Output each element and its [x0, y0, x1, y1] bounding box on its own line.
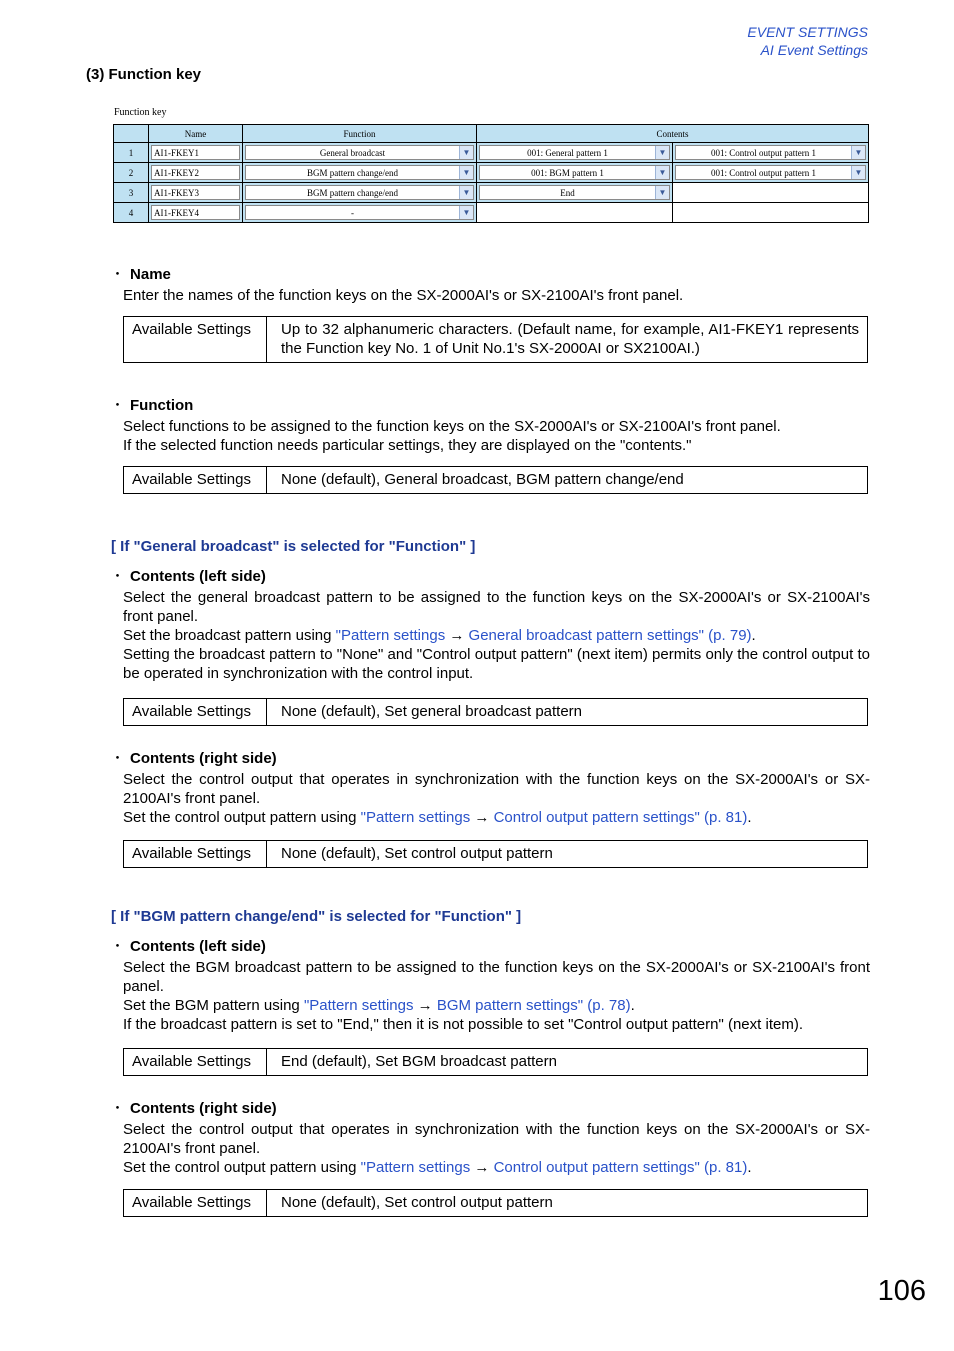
- contents-left-select[interactable]: [479, 145, 670, 160]
- row-number: 3: [114, 183, 149, 203]
- chevron-down-icon: ▼: [851, 146, 865, 159]
- available-label: Available Settings: [124, 1190, 267, 1217]
- function-select[interactable]: [245, 165, 474, 180]
- bgm-right-section: [110, 1099, 870, 1177]
- chevron-down-icon: ▼: [655, 166, 669, 179]
- empty-cell: [673, 183, 869, 203]
- gb-left-section: [110, 567, 870, 683]
- empty-cell: [477, 203, 673, 223]
- pattern-settings-link[interactable]: "Pattern settings: [335, 627, 446, 644]
- function-available-settings: [123, 466, 868, 494]
- control-output-pattern-link[interactable]: Control output pattern settings" (p. 81): [493, 809, 748, 826]
- table-row: [114, 163, 869, 183]
- bgm-left-text-1: Select the BGM broadcast pattern to be assigned to the function keys on the SX-2000AI's or SX-2100AI's front panel.: [123, 959, 870, 995]
- row-number: 1: [114, 143, 149, 163]
- chevron-down-icon: ▼: [459, 146, 473, 159]
- available-label: Available Settings: [124, 317, 267, 363]
- name-input[interactable]: AI1-FKEY2: [151, 165, 240, 180]
- select-value: 001: Control output pattern 1: [711, 148, 816, 158]
- available-value: None (default), Set control output pattern: [267, 1190, 868, 1217]
- bgm-left-heading: ・ Contents (left side): [110, 938, 266, 955]
- name-input[interactable]: AI1-FKEY4: [151, 205, 240, 220]
- select-value: End: [560, 188, 575, 198]
- function-select[interactable]: [245, 145, 474, 160]
- select-value: 001: Control output pattern 1: [711, 168, 816, 178]
- contents-right-select[interactable]: [675, 145, 866, 160]
- select-value: -: [351, 208, 354, 218]
- page-number: 106: [877, 1275, 926, 1307]
- select-value: General broadcast: [319, 148, 386, 158]
- bgm-right-available-settings: [123, 1189, 868, 1217]
- header-num: [114, 125, 149, 143]
- available-value: End (default), Set BGM broadcast pattern: [267, 1049, 868, 1076]
- bgm-pattern-link[interactable]: BGM pattern settings" (p. 78): [436, 997, 631, 1014]
- pattern-settings-link[interactable]: "Pattern settings: [360, 1159, 471, 1176]
- select-value: BGM pattern change/end: [307, 188, 398, 198]
- general-broadcast-subheading: [ If "General broadcast" is selected for "Function" ]: [111, 538, 476, 555]
- chevron-down-icon: ▼: [459, 206, 473, 219]
- name-section: [110, 265, 870, 305]
- gb-right-section: [110, 749, 870, 827]
- name-input[interactable]: AI1-FKEY1: [151, 145, 240, 160]
- header-function: Function: [243, 125, 477, 143]
- available-value: None (default), General broadcast, BGM pattern change/end: [267, 467, 868, 494]
- bgm-left-text-2: Set the BGM pattern using "Pattern settings → BGM pattern settings" (p. 78).: [123, 997, 635, 1014]
- pattern-settings-link[interactable]: "Pattern settings: [360, 809, 471, 826]
- function-key-caption: Function key: [114, 107, 167, 118]
- general-broadcast-pattern-link[interactable]: General broadcast pattern settings" (p. 79): [468, 627, 752, 644]
- available-label: Available Settings: [124, 699, 267, 726]
- function-select[interactable]: [245, 205, 474, 220]
- select-value: 001: General pattern 1: [527, 148, 608, 158]
- function-description-1: Select functions to be assigned to the function keys on the SX-2000AI's or SX-2100AI's front panel.: [123, 418, 781, 435]
- available-label: Available Settings: [124, 841, 267, 868]
- empty-cell: [673, 203, 869, 223]
- name-available-settings: [123, 316, 868, 363]
- function-section: [110, 396, 870, 455]
- bgm-right-heading: ・ Contents (right side): [110, 1100, 277, 1117]
- name-description: Enter the names of the function keys on the SX-2000AI's or SX-2100AI's front panel.: [123, 287, 684, 304]
- bgm-left-text-3: If the broadcast pattern is set to "End," then it is not possible to set "Control output pattern" (next item).: [123, 1016, 803, 1033]
- header-chapter: EVENT SETTINGS: [747, 24, 868, 40]
- chevron-down-icon: ▼: [459, 186, 473, 199]
- table-row: [114, 203, 869, 223]
- name-heading: ・ Name: [110, 266, 171, 283]
- bgm-right-text-1: Select the control output that operates in synchronization with the function keys on the SX-2000AI's or SX-2100AI's front panel.: [123, 1121, 870, 1157]
- available-value: None (default), Set general broadcast pattern: [267, 699, 868, 726]
- control-output-pattern-link[interactable]: Control output pattern settings" (p. 81): [493, 1159, 748, 1176]
- contents-left-select[interactable]: [479, 185, 670, 200]
- header-section: AI Event Settings: [760, 42, 868, 58]
- bgm-subheading: [ If "BGM pattern change/end" is selected for "Function" ]: [111, 908, 522, 925]
- gb-left-text-3: Setting the broadcast pattern to "None" and "Control output pattern" (next item) permits only the control output to be operated in synchronization with the control input.: [123, 646, 870, 682]
- name-input[interactable]: AI1-FKEY3: [151, 185, 240, 200]
- contents-left-select[interactable]: [479, 165, 670, 180]
- table-row: [114, 183, 869, 203]
- available-value: Up to 32 alphanumeric characters. (Default name, for example, AI1-FKEY1 represents the Function key No. 1 of Unit No.1's SX-2000AI or SX2100AI.): [267, 317, 868, 363]
- gb-right-available-settings: [123, 840, 868, 868]
- row-number: 2: [114, 163, 149, 183]
- arrow-icon: →: [474, 809, 490, 826]
- gb-right-text-2: Set the control output pattern using "Pattern settings → Control output pattern settings" (p. 81).: [123, 809, 752, 826]
- gb-left-heading: ・ Contents (left side): [110, 568, 266, 585]
- chevron-down-icon: ▼: [459, 166, 473, 179]
- row-number: 4: [114, 203, 149, 223]
- available-label: Available Settings: [124, 1049, 267, 1076]
- header-contents: Contents: [477, 125, 869, 143]
- chevron-down-icon: ▼: [851, 166, 865, 179]
- function-select[interactable]: [245, 185, 474, 200]
- gb-right-text-1: Select the control output that operates in synchronization with the function keys on the SX-2000AI's or SX-2100AI's front panel.: [123, 771, 870, 807]
- gb-right-heading: ・ Contents (right side): [110, 750, 277, 767]
- header-name: Name: [149, 125, 243, 143]
- gb-left-available-settings: [123, 698, 868, 726]
- arrow-icon: →: [417, 997, 433, 1014]
- chevron-down-icon: ▼: [655, 146, 669, 159]
- available-value: None (default), Set control output pattern: [267, 841, 868, 868]
- pattern-settings-link[interactable]: "Pattern settings: [303, 997, 414, 1014]
- select-value: 001: BGM pattern 1: [531, 168, 604, 178]
- arrow-icon: →: [474, 1159, 490, 1176]
- chevron-down-icon: ▼: [655, 186, 669, 199]
- function-heading: ・ Function: [110, 397, 194, 414]
- function-description-2: If the selected function needs particular settings, they are displayed on the "contents.": [123, 437, 692, 454]
- function-key-table: [113, 124, 869, 223]
- available-label: Available Settings: [124, 467, 267, 494]
- bgm-left-available-settings: [123, 1048, 868, 1076]
- table-row: [114, 143, 869, 163]
- bgm-right-text-2: Set the control output pattern using "Pattern settings → Control output pattern settings" (p. 81).: [123, 1159, 752, 1176]
- contents-right-select[interactable]: [675, 165, 866, 180]
- section-title: (3) Function key: [86, 66, 202, 83]
- select-value: BGM pattern change/end: [307, 168, 398, 178]
- gb-left-text-2: Set the broadcast pattern using "Pattern settings → General broadcast pattern settings" (p. 79).: [123, 627, 756, 644]
- bgm-left-section: [110, 937, 870, 1034]
- gb-left-text-1: Select the general broadcast pattern to be assigned to the function keys on the SX-2000AI's or SX-2100AI's front panel.: [123, 589, 870, 625]
- arrow-icon: →: [449, 627, 465, 644]
- table-header-row: [114, 125, 869, 143]
- running-header: [747, 23, 868, 59]
